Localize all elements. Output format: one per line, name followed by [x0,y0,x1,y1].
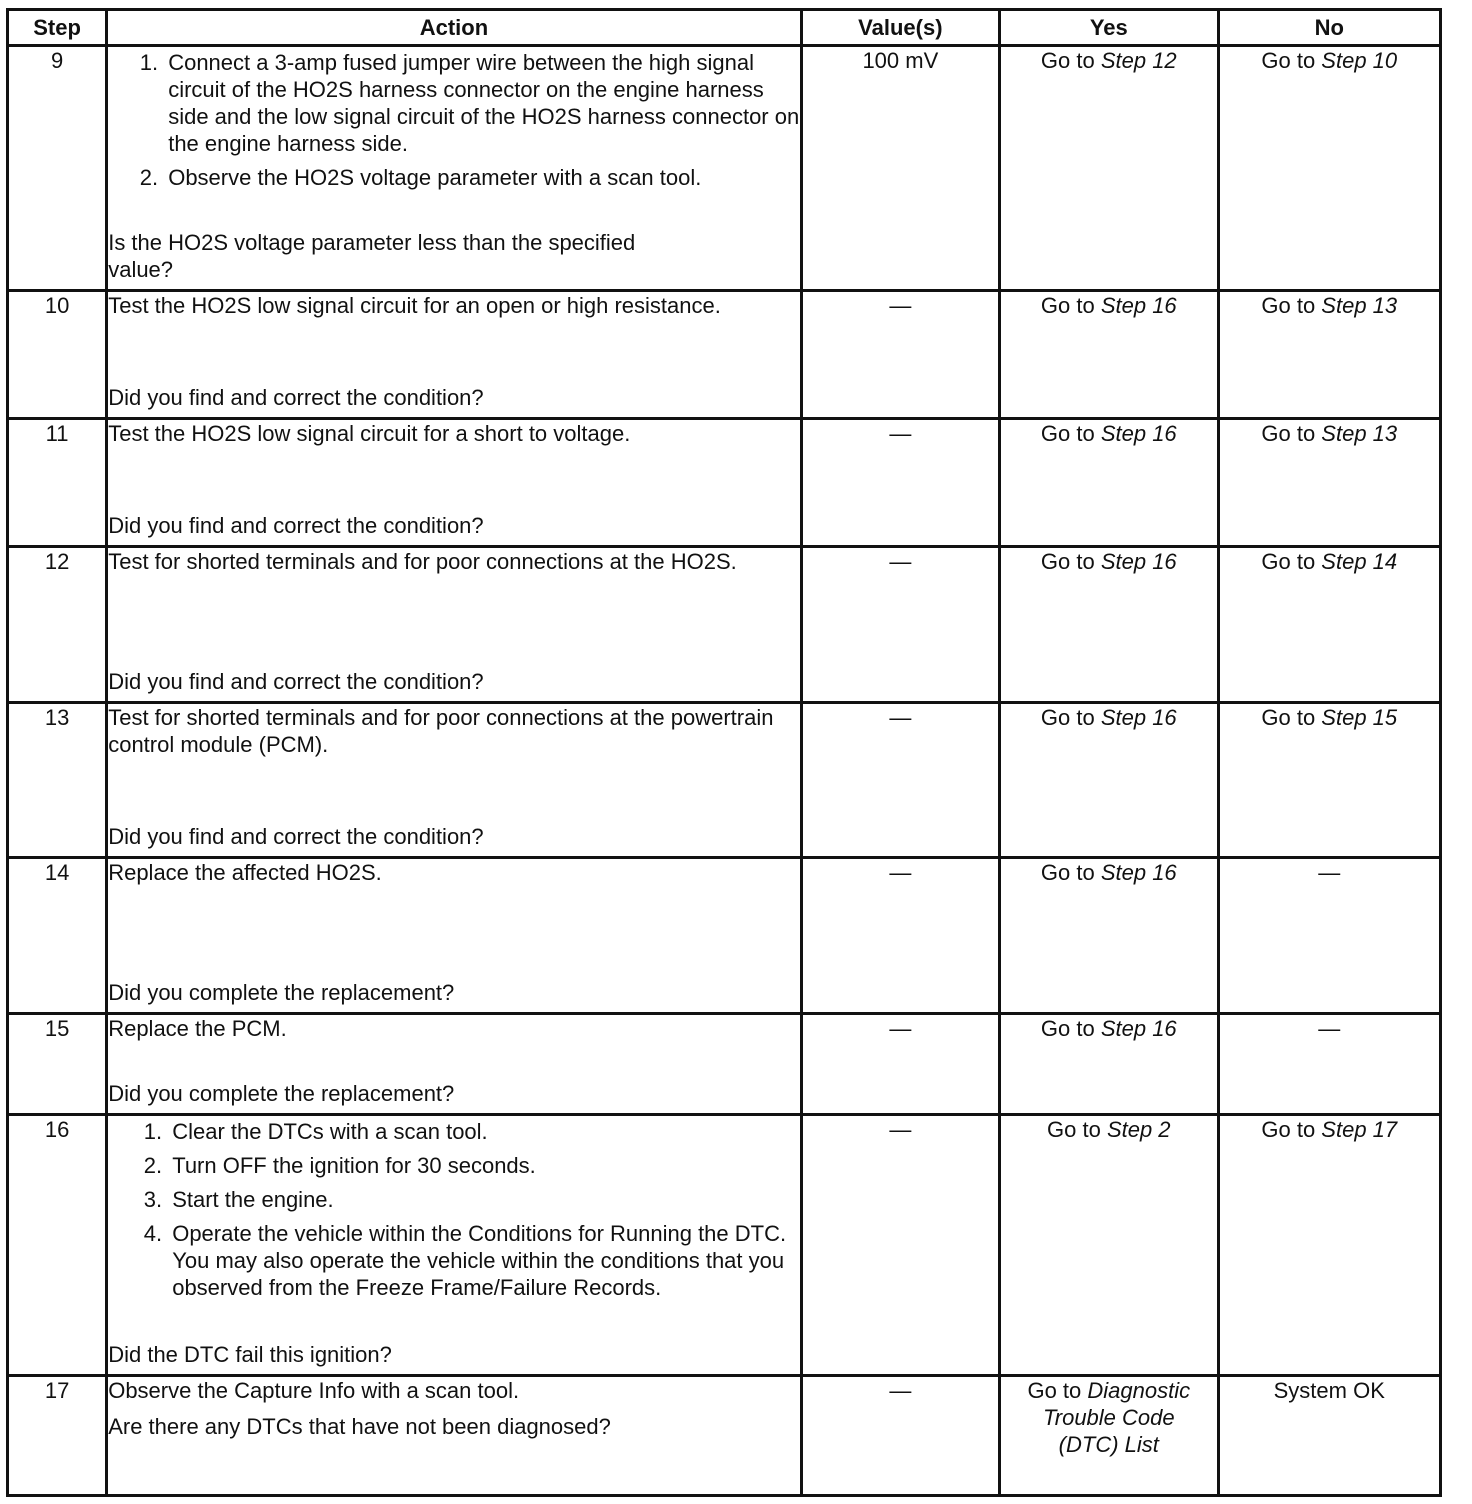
no-cell [1218,547,1440,703]
no-step-link[interactable]: Step 10 [1321,48,1398,73]
action-question: Did you find and correct the condition? [108,824,484,849]
no-cell [1218,703,1440,858]
action-question: Did you complete the replacement? [108,1081,455,1106]
action-step-item: 2. Observe the HO2S voltage parameter with a scan tool. [164,164,799,191]
header-no: No [1218,10,1440,46]
header-yes: Yes [1000,10,1218,46]
no-cell: — [1218,1014,1440,1115]
action-cell [107,1376,801,1496]
header-row [8,10,1441,46]
action-step-item: 2. Turn OFF the ignition for 30 seconds. [168,1152,799,1179]
no-prefix: Go to [1261,1117,1322,1142]
yes-prefix: Go to [1040,421,1101,446]
step-number: 10 [8,291,107,419]
no-prefix: Go to [1261,293,1322,318]
diagnostic-table [6,8,1442,1497]
action-question: Did you find and correct the condition? [108,385,484,410]
no-cell [1218,1115,1440,1376]
yes-step-link[interactable]: Step 16 [1100,1016,1177,1041]
no-cell: — [1218,858,1440,1014]
action-question: Is the HO2S voltage parameter less than the specified value? [108,230,636,282]
header-step: Step [8,10,107,46]
table-row [8,1376,1441,1496]
value-cell: — [801,291,999,419]
yes-prefix: Go to [1040,549,1101,574]
yes-step-link[interactable]: Step 16 [1100,549,1177,574]
table-row [8,858,1441,1014]
action-cell [107,291,801,419]
step-number: 13 [8,703,107,858]
value-cell: — [801,1376,999,1496]
action-steps [108,49,799,198]
yes-step-link[interactable]: Step 16 [1100,421,1177,446]
action-cell [107,703,801,858]
yes-cell [1000,1014,1218,1115]
value-cell: 100 mV [801,46,999,291]
yes-cell [1000,1115,1218,1376]
step-number: 16 [8,1115,107,1376]
action-text: Test for shorted terminals and for poor connections at the HO2S. [108,549,737,574]
action-step-item: 3. Start the engine. [168,1186,799,1213]
yes-cell [1000,419,1218,547]
action-question: Did you find and correct the condition? [108,669,484,694]
action-text: Replace the affected HO2S. [108,860,382,885]
yes-step-link[interactable]: Step 2 [1106,1117,1171,1142]
table-row [8,291,1441,419]
yes-step-link[interactable]: Step 12 [1100,48,1177,73]
yes-step-link[interactable]: Step 16 [1100,705,1177,730]
yes-cell [1000,291,1218,419]
table-row [8,703,1441,858]
action-text: Test the HO2S low signal circuit for an open or high resistance. [108,293,721,318]
value-cell: — [801,858,999,1014]
value-cell: — [801,547,999,703]
value-cell: — [801,1014,999,1115]
action-cell [107,858,801,1014]
no-cell: System OK [1218,1376,1440,1496]
no-step-link[interactable]: Step 15 [1321,705,1398,730]
action-step-item: 1. Connect a 3-amp fused jumper wire between the high signal circuit of the HO2S harness connector on the engine harness side and the low signal circuit of the HO2S harness connector on the engine harness side. [164,49,799,157]
action-cell [107,1115,801,1376]
action-text: Test for shorted terminals and for poor connections at the powertrain control module (PCM). [108,705,774,757]
step-number: 12 [8,547,107,703]
yes-prefix: Go to [1040,48,1101,73]
yes-cell [1000,46,1218,291]
no-prefix: Go to [1261,705,1322,730]
no-prefix: Go to [1261,549,1322,574]
step-number: 11 [8,419,107,547]
table-row [8,1115,1441,1376]
yes-step-link[interactable]: Step 16 [1100,293,1177,318]
step-number: 15 [8,1014,107,1115]
action-question: Did the DTC fail this ignition? [108,1342,392,1367]
yes-prefix: Go to [1027,1378,1088,1403]
no-step-link[interactable]: Step 14 [1321,549,1398,574]
no-cell [1218,46,1440,291]
no-step-link[interactable]: Step 17 [1321,1117,1398,1142]
value-cell: — [801,703,999,858]
action-cell [107,1014,801,1115]
action-text: Test the HO2S low signal circuit for a short to voltage. [108,421,631,446]
table-row [8,547,1441,703]
action-question: Are there any DTCs that have not been diagnosed? [108,1414,611,1439]
yes-prefix: Go to [1040,293,1101,318]
no-prefix: Go to [1261,421,1322,446]
header-values: Value(s) [801,10,999,46]
yes-step-link[interactable]: Step 16 [1100,860,1177,885]
action-cell [107,46,801,291]
step-number: 14 [8,858,107,1014]
yes-cell [1000,547,1218,703]
yes-prefix: Go to [1040,1016,1101,1041]
no-step-link[interactable]: Step 13 [1321,421,1398,446]
table-row [8,46,1441,291]
no-prefix: Go to [1261,48,1322,73]
no-step-link[interactable]: Step 13 [1321,293,1398,318]
action-text: Observe the Capture Info with a scan tool. [108,1378,520,1403]
action-text: Replace the PCM. [108,1016,287,1041]
action-cell [107,547,801,703]
table-row [8,419,1441,547]
no-cell [1218,291,1440,419]
yes-cell [1000,1376,1218,1496]
table-row [8,1014,1441,1115]
yes-prefix: Go to [1040,860,1101,885]
yes-prefix: Go to [1047,1117,1107,1142]
header-action: Action [107,10,801,46]
action-question: Did you complete the replacement? [108,980,455,1005]
no-cell [1218,419,1440,547]
action-step-item: 4. Operate the vehicle within the Conditions for Running the DTC. You may also operate the vehicle within the conditions that you observed from the Freeze Frame/Failure Records. [168,1220,799,1301]
yes-cell [1000,703,1218,858]
action-cell [107,419,801,547]
action-steps [108,1118,799,1308]
value-cell: — [801,419,999,547]
step-number: 9 [8,46,107,291]
yes-dtc-list-link[interactable]: Diagnostic Trouble Code (DTC) List [1042,1378,1191,1457]
step-number: 17 [8,1376,107,1496]
action-step-item: 1. Clear the DTCs with a scan tool. [168,1118,799,1145]
action-question: Did you find and correct the condition? [108,513,484,538]
yes-cell [1000,858,1218,1014]
value-cell: — [801,1115,999,1376]
yes-prefix: Go to [1040,705,1101,730]
